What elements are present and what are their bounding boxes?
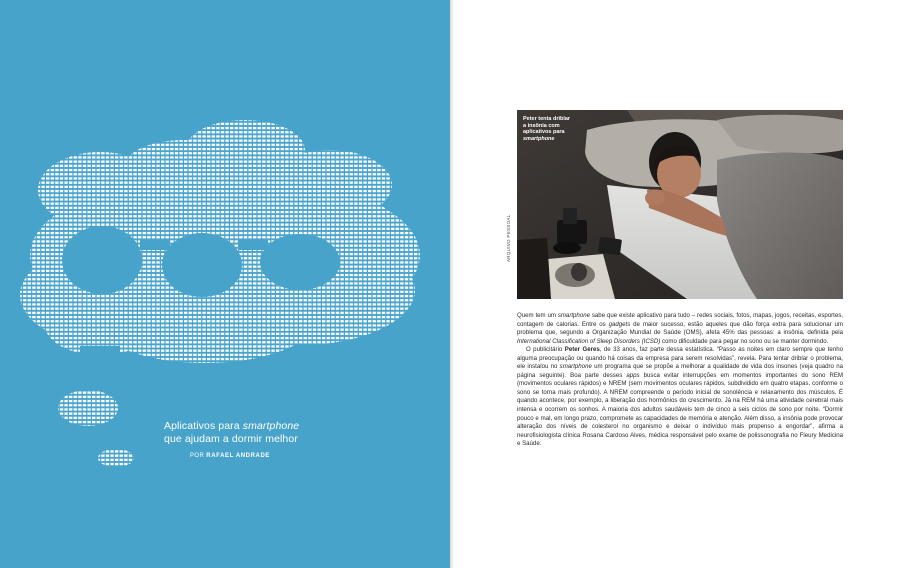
article-title (164, 420, 404, 446)
article-body (517, 312, 843, 449)
photo-caption: Peter tenta driblar a insônia com aplicativos para smartphone (523, 116, 571, 142)
paragraph-1: Quem tem um smartphone sabe que existe aplicativo para tudo – redes sociais, fotos, mapas, jogos, receitas, esportes, contagem de calorias. Entre os gadgets de maior sucesso, estão aqueles que dão força extra para solucionar um problema que, segundo a Organização Mundial de Saúde (OMS), afeta 45% das pessoas: a insônia, definida pela International Classification of Sleep Disorders (ICSD) como dificuldade para pegar no sono ou se manter dormindo. (517, 312, 844, 345)
title-line-2: que ajudam a dormir melhor (164, 433, 298, 445)
photo-credit: ARQUIVO PESSOAL (506, 214, 511, 262)
byline: POR RAFAEL ANDRADE (190, 453, 271, 459)
paragraph-2: O publicitário Peter Geres, de 33 anos, faz parte dessa estatística. “Passo as noites em claro sempre que tenho alguma preocupação ou quando há coisas da empresa para serem resolvidas”, revela. Para tentar driblar o problema, ele instalou no smartphone um programa que se propõe a melhorar a qualidade de vida dos insones (veja quadro na página seguinte). Boa parte desses apps busca evitar interrupções em momentos importantes do sono REM (movimentos oculares rápidos) e NREM (sem movimentos oculares rápidos, subdividido em quatro etapas, conforme o sono se torna mais profundo). A NREM compreende o período inicial de sonolência e relaxamento dos músculos. É quando acontece, por exemplo, a liberação dos hormônios do crescimento. Já na REM há uma atividade cerebral mais intensa e ocorrem os sonhos. A maioria dos adultos saudáveis tem de cinco a seis ciclos de sono por noite. “Dormir pouco e mal, em longo prazo, compromete as capacidades de memória e atenção. Além disso, a insônia pode provocar alteração dos níveis de colesterol no organismo e deixar o indivíduo mais propenso a engordar”, afirma a neurofisiologista clínica Rosana Cardoso Alves, médica responsável pelo exame de polissonografia no Fleury Medicina e Saúde. (517, 346, 844, 448)
title-line-1: Aplicativos para smartphone (164, 420, 300, 432)
